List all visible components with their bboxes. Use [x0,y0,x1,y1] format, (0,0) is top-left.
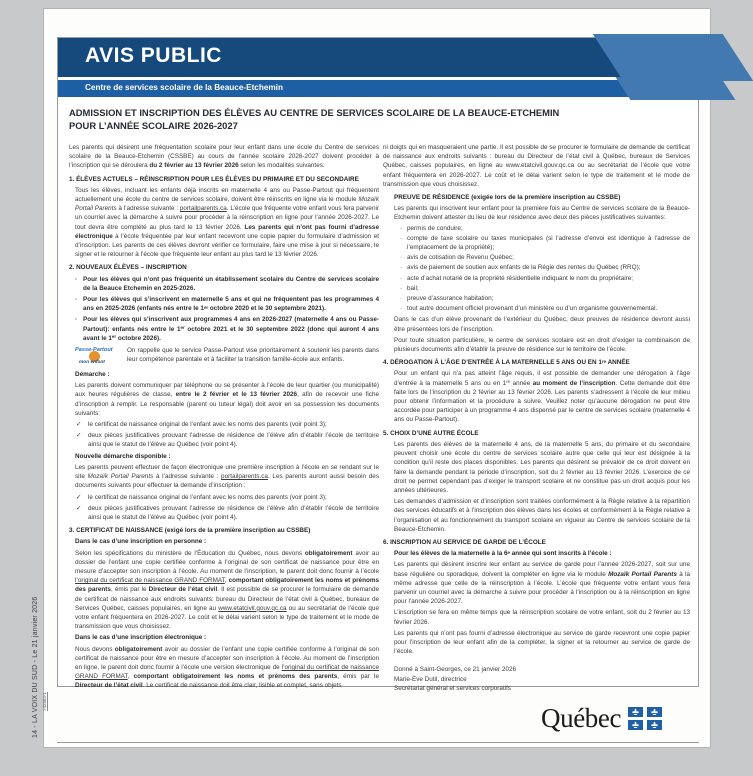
text-segment: Les parents doivent communiquer par téléphone ou se présenter à l’école de leur quartier (ou municipalité) aux heures régulières de classe, [75,382,379,399]
text-segment: Démarche : [75,371,110,379]
passe-partout-logo-subtext: mon enfant [79,360,105,366]
block-bullet [69,275,379,293]
text-segment: obligatoirement [304,549,353,557]
block-bullet [69,295,379,313]
block-sub [383,549,690,558]
quebec-logo [541,697,662,739]
bullet-icon: · [75,316,78,324]
text-segment: bail; [407,284,419,292]
bullet-icon: · [400,234,403,242]
text-segment: . Il est possible de se procurer le formulaire de demande de certificat de naissance aux endroits suivants: bureau du Directeur de l’état civil à Québec, bureaux de Services Québec, caisses populaires, en ligne au [75,586,379,612]
block-h [383,538,690,547]
checkmark-icon: ✓ [76,504,82,512]
block-h0 [383,193,690,202]
block-dot [383,304,690,313]
text-segment: portailparents.ca [179,205,227,213]
text-segment: Pour toute situation particulière, le centre de services scolaire est en droit d’exiger la combinaison de plusieurs documents afin d’établir la preuve de résidence sur le territoire de l’école. [394,336,690,354]
bullet-icon: · [400,295,403,303]
text-segment: , [127,673,134,681]
text-segment: à l’adresse suivante : [116,205,180,213]
block-check [69,420,379,429]
text-segment: octobre 2026). [116,334,161,342]
text-segment: Pour les élèves de la maternelle à la 6 [394,550,508,558]
checkmark-icon: ✓ [76,421,82,429]
block-h [69,263,379,272]
text-segment: CERTIFICAT DE NAISSANCE (exigé lors de la première inscription au CSSBE) [76,527,311,535]
avis-public-banner [58,38,698,77]
block-p [383,629,690,657]
text-segment: Les parents des élèves de la maternelle 4 ans, de la maternelle 5 ans, du primaire et du secondaire peuvent choisir une école du centre de services scolaire autre que celle qui leur est désignée à la condition qu’il reste des places disponibles. Les parents qui désirent se prévaloir de ce droit doivent en faire la demande pendant la période d’inscription, soit du 2 février au 13 février 2026. L’exercice de ce droit ne permet cependant pas d’exiger le transport scolaire et ne constitue pas un droit acquis pour les années ultérieures. [394,440,690,494]
signature-line: Donné à Saint-Georges, ce 21 janvier 2026 [394,666,517,674]
block-p [383,560,690,606]
bullet-icon: · [400,264,403,272]
block-dot [383,294,690,303]
right-column [383,141,690,693]
block-p [383,608,690,626]
bullet-icon: · [400,224,403,232]
block-sub [69,370,379,379]
block-p [383,336,690,354]
block-bullet [69,315,379,343]
bullet-icon: · [400,274,403,282]
text-segment: Pour les élèves qui s’inscrivent aux programmes 4 ans en 2026-2027 (maternelle 4 ans ou Passe-Partout): enfants nés entre le 1 [83,316,379,333]
bullet-icon: · [400,284,403,292]
newspaper-page [32,8,711,748]
passe-partout-note-text [127,346,379,364]
text-segment: Dans le cas d’une inscription en personne : [75,538,207,546]
block-p [69,549,379,632]
text-segment: comportant obligatoirement les noms et prénoms des parents [133,673,338,681]
text-segment: avoir au dossier de l’enfant une copie certifiée conforme à l’original de son certificat de naissance pour être en mesure d’accepter son inscription à l’école. Au moment de l’inscription en ligne, le parent doit donc fournir à l’école une version électronique de [75,645,380,671]
text-segment: re [601,358,607,364]
text-segment: Les parents qui désirent une fréquentation scolaire pour leur enfant dans une école du Centre de services scolaire de la Beauce-Etchemin (CSSBE) au cours de l’année scolaire 2026-2027 doivent procéder à l’inscription qui se déroulera [69,144,379,170]
block-p0 [69,143,379,171]
block-h [69,175,379,184]
text-segment: Les demandes d’admission et d’inscription sont traitées conformément à la Règle relative à la répartition des services éducatifs et à l’inscription des élèves dans les écoles et conformément à la Règle relative à l’organisation et au fonctionnement du transport scolaire en vigueur au Centre de services scolaire de la Beauce-Etchemin. [394,498,690,533]
text-segment: Les parents peuvent effectuer de façon électronique une première inscription à l’école en se rendant sur le site [75,463,379,481]
section-number: 3. [69,527,77,535]
text-segment: ÉLÈVES ACTUELS – RÉINSCRIPTION POUR LES ÉLÈVES DU PRIMAIRE ET DU SECONDAIRE [76,175,359,183]
block-p [383,369,690,424]
block-sub [69,537,379,546]
block-dot [383,253,690,262]
block-sig [383,665,690,693]
text-segment: permis de conduire; [407,224,463,232]
passe-partout-logo [75,346,123,368]
block-dot [383,284,690,293]
text-segment: er [111,334,117,340]
text-segment: au moment de l’inscription [532,379,616,387]
checkmark-icon: ✓ [76,493,82,501]
quebec-wordmark: Québec [541,702,622,733]
text-segment: NOUVEAUX ÉLÈVES – INSCRIPTION [76,264,187,272]
text-segment: Pour les élèves qui n’ont pas fréquenté un établissement scolaire du Centre de services scolaire de la Beauce Etchemin en 2025-2026. [83,275,379,292]
block-p [383,497,690,534]
text-segment: Mozaïk Portail Parents [75,196,379,213]
text-segment: portailparents.ca [221,473,268,481]
block-dot [383,274,690,283]
text-segment: Tous les élèves, incluant les enfants déjà inscrits en maternelle 4 ans ou Passe-Partout qui fréquentent actuellement une école du centre de services scolaire, doivent être réinscrits en ligne via le module [75,186,379,204]
text-segment: Les parents qui désirent inscrire leur enfant au service de garde pour l’année 2026-2027, soit sur une base régulière ou sporadique, doivent la compléter en ligne via le module [394,561,690,578]
block-dot [383,224,690,233]
text-segment: à la même adresse que celle de la réinscription à l’école. L’école que fréquente votre enfant vous fera parvenir un courriel avec la démarche à suivre pour procéder à l’inscription ou à la réinscription en ligne pour l’année 2026-2027. [394,570,691,606]
banner-title: AVIS PUBLIC [85,44,222,67]
notice-title [69,106,689,132]
bullet-icon: · [75,296,78,304]
text-segment: , émis par le [337,673,379,681]
text-segment: avoir au dossier de l’enfant une copie certifiée conforme à l’original de son certificat de naissance pour être en mesure d’accepter son inscription à l’école. Au moment de l’inscription, le parent doit donc fournir à l’école [75,549,379,575]
public-notice-box [57,37,699,692]
text-segment: année qui sont inscrits à l’école : [510,550,612,558]
block-p [69,381,379,418]
section-number: 5. [383,429,391,437]
block-note [69,346,379,368]
text-segment: Mozaïk Portail Parents [87,473,154,481]
text-segment: Dans le cas d’une inscription électronique : [75,634,207,642]
bullet-icon: · [75,275,78,283]
text-segment: . Les parents auront aussi besoin des documents suivants pour effectuer la demande d’inscription : [75,473,379,490]
text-segment: Les parents qui inscrivent leur enfant pour la première fois au Centre de services scolaire de la Beauce-Etchemin doivent attester du lieu de leur résidence avec deux des pièces justificatives suivantes: [394,205,690,222]
text-segment: re [506,379,511,385]
text-segment: le certificat de naissance original de l’enfant avec les noms des parents (voir point 3); [88,493,327,501]
text-segment: , émis par le [110,586,149,594]
text-segment: le certificat de naissance original de l’enfant avec les noms des parents (voir point 3); [88,421,327,429]
text-segment: avis de paiement de soutien aux enfants de la Régie des rentes du Québec (RRQ); [407,264,641,272]
section-number: 1. [69,175,77,183]
text-segment: Mozaïk Portail Parents [608,570,677,578]
text-segment: Les parents qui n’ont pas fourni d’adresse électronique au service de garde recevront une copie papier pour l’inscription de leur enfant afin de la compléter, la signer et la retourner au service de garde de l’école. [394,629,690,656]
block-p [69,186,379,260]
section-number: 6. [383,538,391,546]
bottom-rule [57,742,699,743]
notice-title-line2: POUR L’ANNÉE SCOLAIRE 2026-2027 [69,120,238,131]
text-segment: Directeur de l’état civil [148,586,218,594]
text-segment: selon les modalités suivantes: [238,162,325,170]
block-dot [383,234,690,252]
text-segment: comportant obligatoirement les noms et prénoms des parents [75,577,380,594]
text-segment: deux pièces justificatives prouvant l’adresse de résidence de l’élève afin d’établir l’école de territoire ainsi que le statut de l’élève au Québec (voir point 4). [88,432,379,449]
ad-reference-code: >42563-1 [42,692,47,711]
text-segment: , afin de recevoir une fiche d’inscription à remplir. Le responsable (parent ou tuteur légal) doit avoir en sa possession les documents suivants: [75,391,380,417]
block-p [383,204,690,222]
text-segment: ou au secrétariat de l’école que votre enfant fréquentera en 2026-2027. Le coût et le délai varient selon le type de traitement et le mode de transmission que vous choisissez. [75,604,379,631]
text-segment: entre le 2 février et le 13 février 2026 [175,391,298,399]
text-segment: Nouvelle démarche disponible : [75,452,171,460]
text-segment: octobre 2021 et le 30 septembre 2022 (donc qui auront 4 ans avant le 1 [83,325,380,342]
text-segment: ni doigts qui en masqueraient une partie. Il est possible de se procurer le formulaire de demande de certificat de naissance aux endroits suivants : bureau du Directeur de l’état civil à Québec, bureaux de Services Québec, caisses populaires, en ligne au www.etatcivil.gouv.qc.ca ou au secrétariat de l’école que votre enfant fréquentera en 2026-2027. Le coût et le délai varient selon le type de traitement et le mode de transmission que vous choisissez. [383,144,690,188]
text-segment: L’inscription se fera en même temps que la réinscription scolaire de votre enfant, soit du 2 février au 13 février 2026. [394,609,690,626]
text-segment: obligatoirement [114,645,163,653]
text-segment: Dans le cas d’un élève provenant de l’extérieur du Québec, deux preuves de résidence devront aussi être présentées lors de l’inscription. [394,316,690,333]
block-check [69,504,379,522]
signature-line: Marie-Ève Dutil, directrice [394,675,467,683]
left-column [69,141,379,691]
text-segment: année [510,379,533,387]
text-segment: l’original du certificat de naissance GRAND FORMAT [75,663,379,681]
checkmark-icon: ✓ [76,432,82,440]
text-segment: acte d’achat notarié de la propriété résidentielle indiquant le nom du propriétaire; [407,274,634,282]
block-p [383,440,690,495]
text-segment: e [507,549,510,555]
block-h [69,526,379,535]
text-segment: INSCRIPTION AU SERVICE DE GARDE DE L’ÉCOLE [390,538,546,546]
text-segment: . L’école que fréquente votre enfant vous fera parvenir un courriel avec la démarche à suivre pour procéder à la réinscription en ligne pour l’année 2026-2027. Le tout devra être complété au plus tard le 13 février 2026. [75,205,379,231]
text-segment: du 2 février au 13 février 2026 [149,162,239,170]
block-check [69,431,379,449]
text-segment: Pour les élèves qui s’inscrivent en maternelle 5 ans et qui ne fréquentent pas les programmes 4 ans en 2025-2026 (enfants nés entre le 1 [83,296,379,313]
text-segment: compte de taxe scolaire ou taxes municipales (si l’adresse d’envoi est identique à l’adresse de l’emplacement de la propriété); [407,234,690,252]
block-p [383,315,690,333]
notice-title-line1: ADMISSION ET INSCRIPTION DES ÉLÈVES AU CENTRE DE SERVICES SCOLAIRE DE LA BEAUCE-ETCHEMIN [69,107,560,118]
text-segment: er [203,304,209,310]
section-number: 2. [69,264,77,272]
text-segment: On rappelle que le service Passe-Partout vise prioritairement à soutenir les parents dans leur compétence parentale et à faciliter la transition famille-école aux enfants. [127,347,379,364]
text-segment: DÉROGATION À L’ÂGE D’ENTRÉE À LA MATERNELLE 5 ANS OU EN 1 [390,359,602,367]
block-check [69,493,379,502]
text-segment: l’original du certificat de naissance GRAND FORMAT [75,577,225,585]
block-sub [69,452,379,461]
text-segment: PREUVE DE RÉSIDENCE (exigée lors de la première inscription au CSSBE) [394,194,621,202]
text-segment: www.etatcivil.gouv.qc.ca [218,604,287,612]
section-number: 4. [383,359,391,367]
text-segment: à l’école fréquentée par leur enfant recevront une copie papier du formulaire d’admission et d’inscription. Les parents de ces élèves devront vérifier ce formulaire, faire une mise à jour si nécessaire, le signer et le retourner à l’école que fréquente leur enfant au plus tard le 13 février 2026. [75,232,379,259]
text-segment: ANNÉE [606,359,630,367]
text-segment: Nous devons [75,645,115,653]
text-segment: preuve d’assurance habitation; [407,295,494,303]
text-segment: Directeur de l’état civil [75,682,143,690]
newspaper-side-caption: 14 - LA VOIX DU SUD - Le 21 janvier 2026 [32,596,39,738]
text-segment: tout autre document officiel provenant d’un ministère ou d’un organisme gouvernemental. [407,305,658,313]
text-segment: à l’adresse suivante : [153,473,222,481]
text-segment: er [180,325,185,331]
text-segment: Selon les spécifications du ministère de l’Éducation du Québec, nous devons [75,549,305,557]
bullet-icon: · [400,254,403,262]
text-segment: avis de cotisation de Revenu Québec; [407,254,514,262]
school-board-banner [58,80,698,97]
school-board-name: Centre de services scolaire de la Beauce-Etchemin [85,83,283,92]
passe-partout-logo-text: Passe-Partout [75,347,113,354]
block-p [69,645,379,691]
text-segment: deux pièces justificatives prouvant l’adresse de résidence de l’élève afin d’établir l’école de territoire ainsi que le statut de l’élève au Québec (voir point 4). [88,504,379,521]
block-p [69,463,379,491]
text-segment: Pour un enfant qui n’a pas atteint l’âge requis, il est possible de demander une dérogation à l’âge d’entrée à la maternelle 5 ans ou en 1 [394,370,690,387]
text-segment: . Le certificat de naissance doit être clair, lisible et complet, sans objets [142,682,342,690]
block-sub [69,633,379,642]
text-segment: CHOIX D’UNE AUTRE ÉCOLE [390,429,479,437]
block-h [383,429,690,438]
quebec-flag-icon [628,707,662,730]
text-segment: . Cette demande doit être faite lors de l’inscription du 2 février au 13 février 2026. Les parents s’adressent à l’école de leur milieu pour obtenir l’information et la procédure à suivre. Veuillez noter qu’aucune dérogation ne peut être accordée pour participer à un programme 4 ans dispensé par le centre de services scolaire (maternelle 4 ans ou Passe-Partout). [394,379,690,424]
text-segment: octobre 2020 et le 30 septembre 2021). [208,305,326,313]
text-segment: Les parents qui n’ont pas fourni d’adresse électronique [75,223,379,240]
block-p0 [383,143,690,189]
bullet-icon: · [400,305,403,313]
signature-line: Secrétariat général et services corporatifs [394,684,512,692]
block-dot [383,263,690,272]
block-h [383,358,690,367]
text-segment: , [224,577,229,585]
